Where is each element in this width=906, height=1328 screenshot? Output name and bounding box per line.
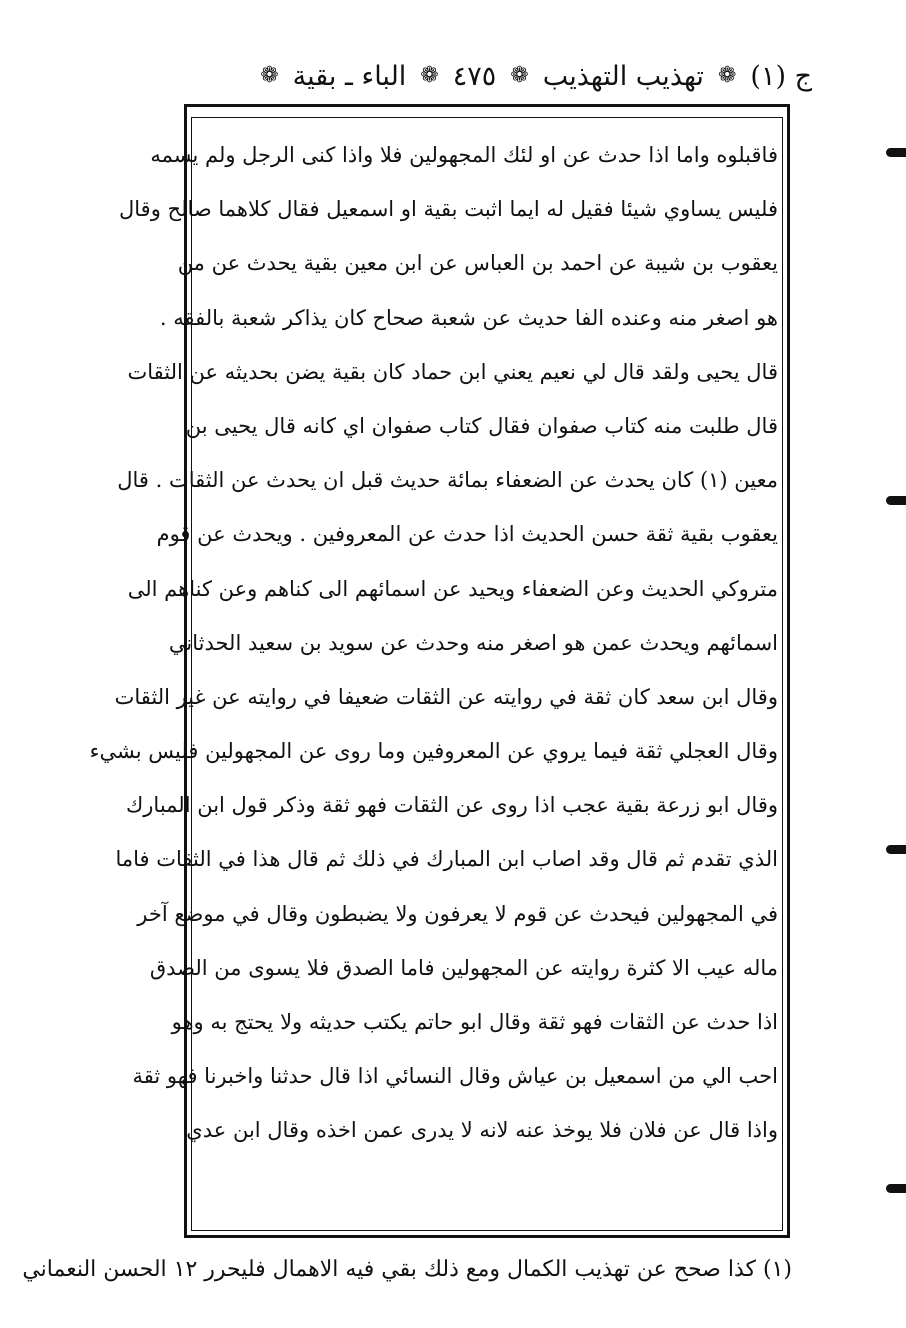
page-header — [180, 54, 812, 98]
text-line: قال يحيى ولقد قال لي نعيم يعني ابن حماد كان بقية يضن بحديثه عن الثقات — [127, 359, 778, 384]
text-line: متروكي الحديث وعن الضعفاء ويحيد عن اسمائهم الى كناهم وعن كناهم الى — [127, 576, 778, 601]
text-line: يعقوب بن شيبة عن احمد بن العباس عن ابن معين بقية يحدث عن من — [177, 251, 778, 276]
text-line: يعقوب بقية ثقة حسن الحديث اذا حدث عن المعروفين . ويحدث عن قوم — [156, 522, 778, 547]
volume-label: ج (١) — [750, 60, 812, 92]
text-line: وقال ابن سعد كان ثقة في روايته عن الثقات ضعيفا في روايته عن غير الثقات — [114, 684, 778, 709]
footnote: (١) كذا صحح عن تهذيب الكمال ومع ذلك بقي فيه الاهمال فليحرر ١٢ الحسن النعماني — [22, 1257, 792, 1282]
text-line: الذي تقدم ثم قال وقد اصاب ابن المبارك في ذلك ثم قال هذا في الثقات فاما — [115, 847, 778, 872]
binding-hole-mark — [886, 1184, 906, 1193]
text-line: اذا حدث عن الثقات فهو ثقة وقال ابو حاتم يكتب حديثه ولا يحتج به وهو — [171, 1010, 778, 1034]
book-title: تهذيب التهذيب — [542, 60, 704, 92]
binding-hole-mark — [886, 148, 906, 157]
text-line: فاقبلوه واما اذا حدث عن او لئك المجهولين فلا واذا كنى الرجل ولم يسمه — [150, 143, 778, 167]
section-title: الباء ـ بقية — [292, 60, 407, 92]
flower-ornament-icon: ❁ — [717, 63, 737, 88]
text-line: وقال ابو زرعة بقية عجب اذا روى عن الثقات فهو ثقة وذكر قول ابن المبارك — [125, 793, 778, 818]
text-line: معين (١) كان يحدث عن الضعفاء بمائة حديث قبل ان يحدث عن الثقات . قال — [117, 468, 778, 493]
text-line: اسمائهم ويحدث عمن هو اصغر منه وحدث عن سويد بن سعيد الحدثاني — [168, 630, 778, 655]
text-line: في المجهولين فيحدث عن قوم لا يعرفون ولا يضبطون وقال في موضع آخر — [137, 901, 778, 926]
text-line: ماله عيب الا كثرة روايته عن المجهولين فاما الصدق فلا يسوى من الصدق — [149, 955, 778, 980]
text-line: احب الي من اسمعيل بن عياش وقال النسائي اذا قال حدثنا واخبرنا فهو ثقة — [132, 1064, 778, 1089]
text-line: هو اصغر منه وعنده الفا حديث عن شعبة صحاح كان يذاكر شعبة بالفقه . — [159, 305, 778, 330]
text-line: وقال العجلي ثقة فيما يروي عن المعروفين وما روى عن المجهولين فليس بشيء — [89, 739, 778, 764]
flower-ornament-icon: ❁ — [510, 63, 529, 88]
binding-hole-mark — [886, 496, 906, 505]
text-line: فليس يساوي شيئا فقيل له ايما اثبت بقية او اسمعيل فقال كلاهما صالح وقال — [119, 197, 778, 222]
flower-ornament-icon: ❁ — [420, 63, 439, 88]
page-number: ٤٧٥ — [452, 60, 497, 92]
text-line: قال طلبت منه كتاب صفوان فقال كتاب صفوان اي كانه قال يحيى بن — [185, 413, 778, 438]
binding-hole-mark — [886, 845, 906, 854]
body-text — [89, 128, 778, 1228]
flower-ornament-icon: ❁ — [260, 63, 279, 88]
text-line: واذا قال عن فلان فلا يوخذ عنه لانه لا يدرى عمن اخذه وقال ابن عدي — [186, 1118, 778, 1143]
